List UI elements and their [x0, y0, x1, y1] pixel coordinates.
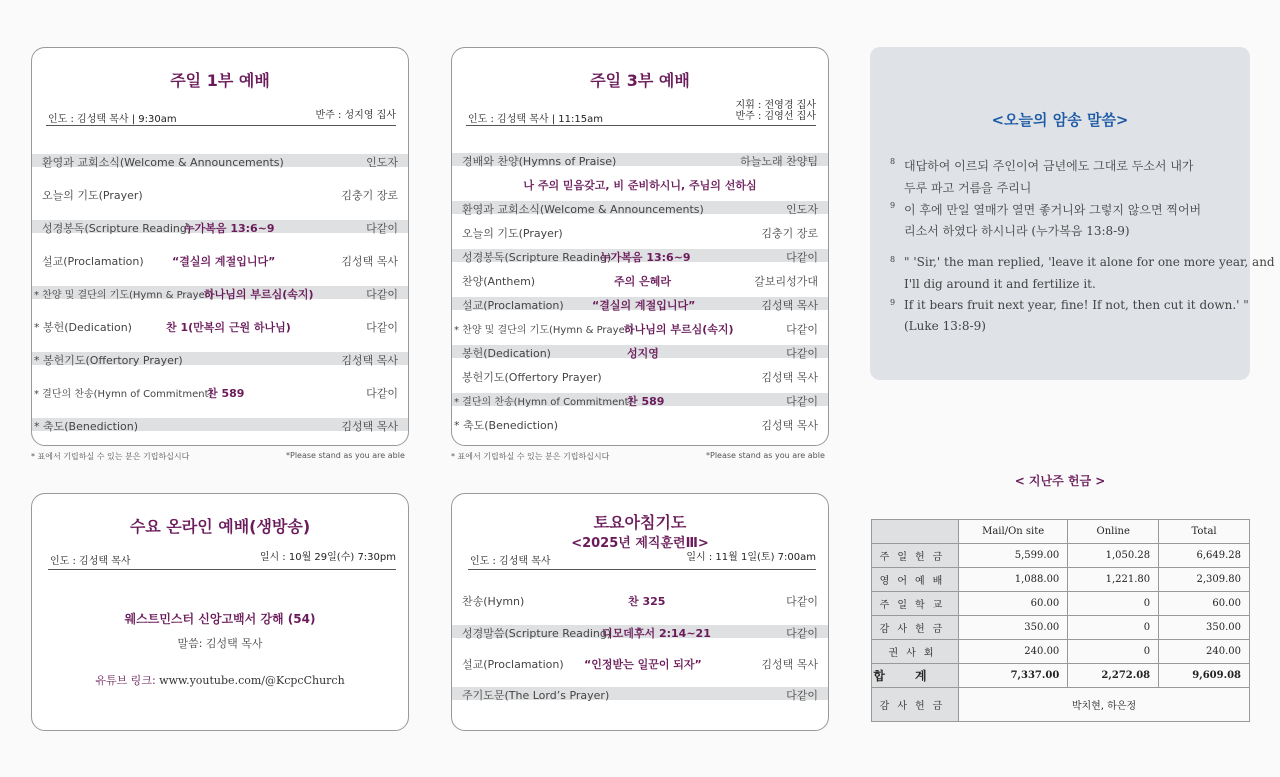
memory-verse-title: <오늘의 암송 말씀> [991, 111, 1129, 129]
offering-header-row [872, 520, 1250, 544]
wednesday-leader: 인도 : 김성택 목사 [50, 556, 131, 567]
saturday-item: 찬송(Hymn) 찬 325 다같이 [462, 595, 818, 608]
offering-row: 영어예배 1,088.00 1,221.80 2,309.80 [872, 568, 1250, 592]
service3-item: 봉헌기도(Offertory Prayer) 김성택 목사 [462, 371, 818, 384]
verse-en-line: " 'Sir,' the man replied, 'leave it alone for one more year, and [904, 255, 1275, 269]
saturday-item: 성경말씀(Scripture Reading) 디모데후서 2:14~21 다같이 [452, 625, 828, 638]
service3-conductor: 지휘 : 전영경 집사 반주 : 김영선 집사 [735, 100, 816, 122]
verse-en-line: (Luke 13:8-9) [904, 319, 986, 333]
verse-ko-line: 대답하여 이르되 주인이여 금년에도 그대로 두소서 내가 [904, 159, 1194, 173]
offering-table [871, 519, 1250, 722]
service1-item: * 찬양 및 결단의 기도(Hymn & Prayer) 하나님의 부르심(속지) 다같이 [32, 286, 408, 299]
offering-header: Online [1068, 520, 1159, 544]
service1-item: 성경봉독(Scripture Reading) 누가복음 13:6~9 다같이 [32, 220, 408, 233]
saturday-title: 토요아침기도 [593, 513, 687, 532]
offering-thanks-row: 감사헌금 박치현, 하은정 [872, 688, 1250, 722]
saturday-item: 설교(Proclamation) “인정받는 일꾼이 되자” 김성택 목사 [462, 658, 818, 671]
service3-divider [466, 125, 816, 126]
offering-header: Mail/On site [959, 520, 1068, 544]
service1-item: 환영과 교회소식(Welcome & Announcements) 인도자 [32, 154, 408, 167]
wednesday-time: 일시 : 10월 29일(수) 7:30pm [259, 552, 396, 563]
saturday-subtitle: <2025년 제직훈련Ⅲ> [571, 536, 709, 551]
service1-footnote-ko: * 표에서 기립하실 수 있는 분은 기립하십시다 [31, 452, 190, 461]
service1-item: 오늘의 기도(Prayer) 김충기 장로 [42, 189, 398, 202]
service3-card [451, 47, 829, 446]
youtube-label: 유튜브 링크: [95, 674, 156, 687]
offering-header: Total [1159, 520, 1250, 544]
wednesday-topic: 웨스트민스터 신앙고백서 강해 (54) [124, 612, 316, 626]
service1-item: * 봉헌기도(Offertory Prayer) 김성택 목사 [32, 352, 408, 365]
verse-en-line: I'll dig around it and fertilize it. [904, 277, 1096, 291]
verse-ko-line: 리소서 하였다 하시니라 (누가복음 13:8-9) [904, 224, 1130, 238]
service3-item: 오늘의 기도(Prayer) 김충기 장로 [462, 227, 818, 240]
offering-title: < 지난주 헌금 > [1014, 474, 1106, 488]
service3-footnote-en: *Please stand as you are able [706, 451, 825, 460]
offering-row: 권사회 240.00 0 240.00 [872, 640, 1250, 664]
service1-item: * 봉헌(Dedication) 찬 1(만복의 근원 하나님) 다같이 [34, 321, 398, 334]
offering-row: 주일헌금 5,599.00 1,050.28 6,649.28 [872, 544, 1250, 568]
service3-item: 찬양(Anthem) 주의 은혜라 갈보리성가대 [462, 275, 818, 288]
memory-verse-card: <오늘의 암송 말씀> 8 대답하여 이르되 주인이여 금년에도 그대로 두소서 내가 두루 파고 거름을 주리니 9 이 후에 만일 열매가 열면 좋거니와 그렇지 않으면 찍어버 리소서 하였다 하시니라 (누가복음 13:8-9) 8 " 'Sir,' the man replied, 'leave it alone for one more year, and I'll dig around it and fertilize it. 9 If it bears fruit next year, fine! If not, then cut it down.' " (Luke 13:8-9) [870, 47, 1250, 380]
service1-footnote-en: *Please stand as you are able [286, 451, 405, 460]
service3-item: 경배와 찬양(Hymns of Praise) 하늘노래 찬양팀 [452, 153, 828, 166]
wednesday-title: 수요 온라인 예배(생방송) [129, 517, 311, 536]
service1-item: * 결단의 찬송(Hymn of Commitment) 찬 589 다같이 [34, 387, 398, 400]
youtube-link[interactable]: www.youtube.com/@KcpcChurch [159, 674, 345, 687]
service1-item: * 축도(Benediction) 김성택 목사 [32, 418, 408, 431]
service3-leader: 인도 : 김성택 목사 | 11:15am [468, 114, 603, 125]
service3-item: 성경봉독(Scripture Reading) 누가복음 13:6~9 다같이 [452, 249, 828, 262]
service1-leader: 인도 : 김성택 목사 | 9:30am [48, 114, 177, 125]
service3-item: * 찬양 및 결단의 기도(Hymn & Prayer) 하나님의 부르심(속지) 다같이 [454, 323, 818, 336]
offering-row: 주일학교 60.00 0 60.00 [872, 592, 1250, 616]
saturday-divider [468, 569, 816, 570]
verse-ko-line: 두루 파고 거름을 주리니 [904, 181, 1032, 195]
saturday-leader: 인도 : 김성택 목사 [470, 556, 551, 567]
service1-accompanist: 반주 : 성지영 집사 [315, 110, 396, 121]
wednesday-speaker: 말씀: 김성택 목사 [177, 637, 263, 650]
wednesday-divider [48, 569, 396, 570]
verse-ko-line: 이 후에 만일 열매가 열면 좋거니와 그렇지 않으면 찍어버 [904, 203, 1202, 217]
service3-title: 주일 3부 예배 [590, 71, 690, 90]
wednesday-youtube [32, 672, 408, 688]
service3-footnote-ko: * 표에서 기립하실 수 있는 분은 기립하십시다 [451, 452, 610, 461]
service1-item: 설교(Proclamation) “결실의 계절입니다” 김성택 목사 [42, 255, 398, 268]
verse-en-line: If it bears fruit next year, fine! If not, then cut it down.' " [904, 298, 1249, 312]
saturday-item: 주기도문(The Lord’s Prayer) 다같이 [452, 687, 828, 700]
offering-total-row: 합계 7,337.00 2,272.08 9,609.08 [872, 664, 1250, 688]
offering-row: 감사헌금 350.00 0 350.00 [872, 616, 1250, 640]
service3-item: * 축도(Benediction) 김성택 목사 [454, 419, 818, 432]
saturday-card [451, 493, 829, 731]
service3-item: * 결단의 찬송(Hymn of Commitment) 찬 589 다같이 [452, 393, 828, 406]
service1-divider [46, 125, 396, 126]
wednesday-card [31, 493, 409, 731]
service3-item: 환영과 교회소식(Welcome & Announcements) 인도자 [452, 201, 828, 214]
service3-item: 봉헌(Dedication) 성지영 다같이 [452, 345, 828, 358]
service3-item: 나 주의 믿음갖고, 비 준비하시니, 주님의 선하심 [523, 179, 757, 192]
service1-card [31, 47, 409, 446]
service1-title: 주일 1부 예배 [170, 71, 270, 90]
service3-item: 설교(Proclamation) “결실의 계절입니다” 김성택 목사 [452, 297, 828, 310]
saturday-time: 일시 : 11월 1일(토) 7:00am [686, 552, 816, 563]
